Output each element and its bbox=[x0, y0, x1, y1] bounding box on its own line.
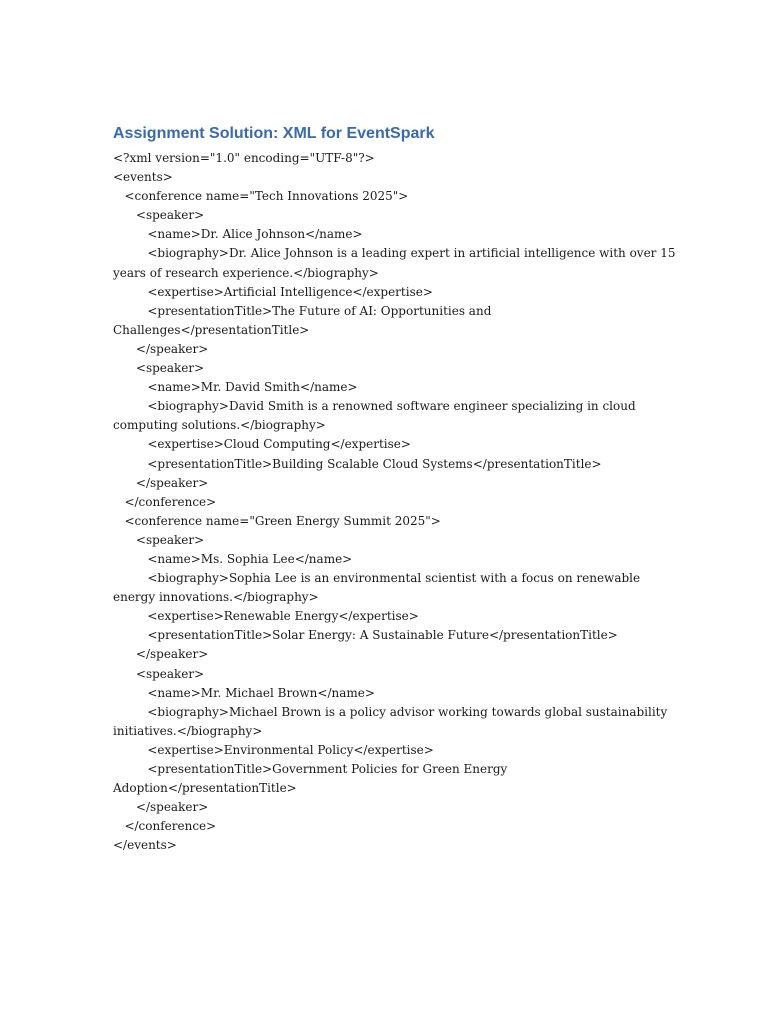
xml-line: </conference> bbox=[113, 819, 217, 834]
xml-line: <?xml version="1.0" encoding="UTF-8"?> bbox=[113, 151, 375, 165]
xml-line: years of research experience.</biography> bbox=[113, 265, 379, 280]
xml-line: </events> bbox=[113, 838, 177, 853]
xml-code-body bbox=[113, 149, 676, 855]
xml-line: <presentationTitle>Government Policies for Green Energy bbox=[113, 762, 508, 776]
xml-line: <name>Mr. David Smith</name> bbox=[113, 380, 358, 395]
xml-line: <name>Mr. Michael Brown</name> bbox=[113, 685, 375, 700]
xml-line: <expertise>Artificial Intelligence</expertise> bbox=[113, 284, 433, 299]
xml-line: <conference name="Green Energy Summit 2025"> bbox=[113, 513, 441, 528]
xml-line: <expertise>Environmental Policy</expertise> bbox=[113, 742, 434, 757]
xml-line: <speaker> bbox=[113, 666, 205, 681]
xml-line: </conference> bbox=[113, 494, 217, 509]
xml-line: </speaker> bbox=[113, 475, 209, 490]
xml-line: </speaker> bbox=[113, 647, 209, 662]
xml-line: <speaker> bbox=[113, 361, 205, 376]
xml-line: <name>Ms. Sophia Lee</name> bbox=[113, 551, 353, 566]
xml-line: <speaker> bbox=[113, 208, 205, 223]
xml-line: <expertise>Cloud Computing</expertise> bbox=[113, 437, 411, 452]
xml-line: <presentationTitle>The Future of AI: Opportunities and bbox=[113, 303, 492, 318]
xml-line: <conference name="Tech Innovations 2025"> bbox=[113, 189, 409, 204]
xml-line: <biography>David Smith is a renowned software engineer specializing in cloud bbox=[113, 399, 636, 414]
xml-line: <biography>Sophia Lee is an environmental scientist with a focus on renewable bbox=[113, 571, 641, 586]
xml-line: initiatives.</biography> bbox=[113, 723, 263, 738]
xml-line: <presentationTitle>Building Scalable Cloud Systems</presentationTitle> bbox=[113, 456, 602, 471]
xml-line: <biography>Michael Brown is a policy advisor working towards global sustainability bbox=[113, 704, 668, 719]
xml-line: energy innovations.</biography> bbox=[113, 590, 319, 605]
xml-line: <presentationTitle>Solar Energy: A Sustainable Future</presentationTitle> bbox=[113, 628, 618, 643]
xml-line: Challenges</presentationTitle> bbox=[113, 322, 310, 337]
xml-line: Adoption</presentationTitle> bbox=[113, 781, 297, 796]
xml-line: <biography>Dr. Alice Johnson is a leading expert in artificial intelligence with over 15 bbox=[113, 246, 676, 261]
xml-line: <events> bbox=[113, 170, 173, 185]
xml-line: <name>Dr. Alice Johnson</name> bbox=[113, 227, 363, 242]
xml-line: </speaker> bbox=[113, 800, 209, 815]
document-title: Assignment Solution: XML for EventSpark bbox=[113, 125, 435, 142]
xml-line: computing solutions.</biography> bbox=[113, 418, 326, 433]
xml-line: <speaker> bbox=[113, 532, 205, 547]
xml-line: <expertise>Renewable Energy</expertise> bbox=[113, 609, 419, 624]
xml-line: </speaker> bbox=[113, 341, 209, 356]
